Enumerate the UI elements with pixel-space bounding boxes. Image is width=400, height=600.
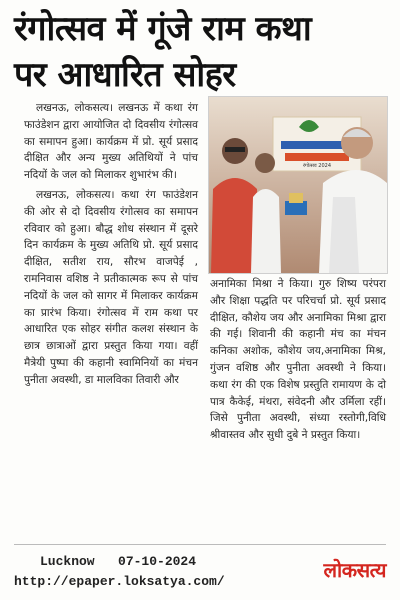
stage-banner-text: रंगोत्सव 2024: [302, 163, 332, 169]
event-photo: [208, 96, 388, 274]
footer: [0, 540, 400, 600]
event-photo-image: [209, 97, 387, 273]
city-label: Lucknow: [40, 554, 95, 569]
headline-line-2: पर आधारित सोहर: [14, 55, 236, 95]
footer-divider: [14, 544, 386, 545]
article-paragraph-1: लखनऊ, लोकसत्य। लखनऊ में कथा रंग फाउंडेशन द्वारा आयोजित दो दिवसीय रंगोत्सव का समापन हुआ। कार्यक्रम में प्रो. सूर्य प्रसाद दीक्षित और अन्य मुख्य अतिथियों ने पांच नदियों के जल को मिलाकर शुभारंभ की।: [24, 102, 198, 182]
dateline: [40, 554, 196, 569]
date-label: 07-10-2024: [118, 554, 197, 569]
loksatya-logo: लोकसत्य: [323, 558, 386, 582]
headline: [14, 6, 394, 98]
article-paragraph-3: अनामिका मिश्रा ने किया। गुरु शिष्य परंपरा और शिक्षा पद्धति पर परिचर्चा प्रो. सूर्य प्रसाद दीक्षित, कौशेय जय और अनामिका मिश्रा द्वारा की गई। शिवानी की कहानी मंच का मंचन कनिका अशोक, कौशेय जय,अनामिका मिश्र, गुंजन वशिष्ठ और पुनीता अवस्थी ने किया। कथा रंग की एक विशेष प्रस्तुति रामायण के दो पात्र कैकेई, मंथरा, संवेदनी और उर्मिला रहीं। जिसे पुनीता अवस्थी, संध्या रस्तोगी,विधि श्रीवास्तव और सुधी दुबे ने प्रस्तुत किया।: [210, 278, 386, 442]
headline-line-1: रंगोत्सव में गूंजे राम कथा: [14, 9, 312, 49]
article-column-right: [210, 276, 386, 447]
epaper-link[interactable]: http://epaper.loksatya.com/: [14, 574, 225, 589]
article-paragraph-2: लखनऊ, लोकसत्य। कथा रंग फाउंडेशन की ओर से दो दिवसीय रंगोत्सव का समापन रविवार को हुआ। बौद्ध शोध संस्थान में दूसरे दिन कार्यक्रम के मुख्य अतिथि प्रो. सूर्य प्रसाद दीक्षित, सतीश राय, सौरभ वाजपेई , रामनिवास वशिष्ठ ने प्रतीकात्मक रूप से पांच नदियों के जल को सागर में मिलाकर कार्यक्रम का प्रारंभ किया। रंगोत्सव में राम कथा पर आधारित एक सोहर संगीत कलश संस्थान के छात्र छात्राओं द्वारा प्रस्तुत किया गया। वहीं मैत्रेयी पुष्पा की कहानी स्वामिनियों का मंचन पुनीता अवस्थी, डा मालविका तिवारी और: [24, 188, 198, 386]
article-column-left: [24, 100, 198, 392]
